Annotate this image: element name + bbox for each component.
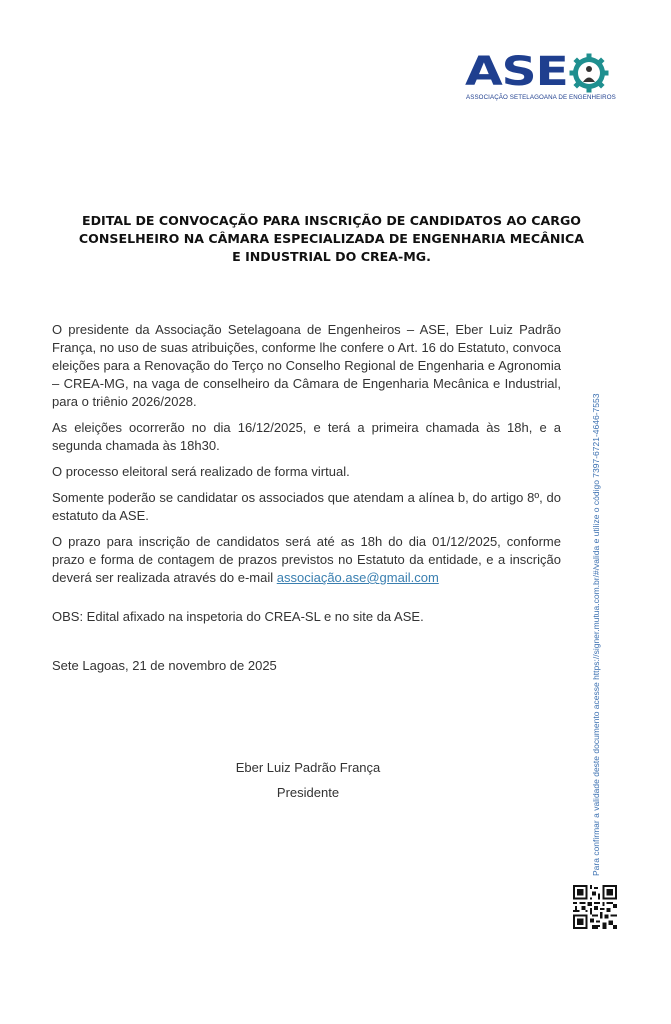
- logo-text: ASE: [465, 49, 568, 95]
- signature-name: Eber Luiz Padrão França: [235, 760, 381, 775]
- obs-note: OBS: Edital afixado na inspetoria do CREA-SL e no site da ASE.: [52, 609, 424, 624]
- deadline-text: O prazo para inscrição de candidatos será até as 18h do dia 01/12/2025, conforme prazo e forma de contagem de prazos previstos no Estatuto da entidade, e a inscrição deverá ser realizada através do e-mail: [52, 534, 561, 585]
- logo-subtitle: ASSOCIAÇÃO SETELAGOANA DE ENGENHEIROS: [466, 94, 616, 101]
- title-line: CONSELHEIRO NA CÂMARA ESPECIALIZADA DE ENGENHARIA MECÂNICA: [78, 231, 585, 246]
- paragraph-eligibility: Somente poderão se candidatar os associados que atendam a alínea b, do artigo 8º, do estatuto da ASE.: [52, 490, 561, 523]
- title-line: EDITAL DE CONVOCAÇÃO PARA INSCRIÇÃO DE CANDIDATOS AO CARGO: [81, 213, 582, 228]
- document-date: Sete Lagoas, 21 de novembro de 2025: [52, 658, 277, 673]
- gear-icon: [569, 53, 609, 93]
- signature-role: Presidente: [276, 785, 340, 800]
- paragraph-deadline: [52, 533, 561, 587]
- document-body: [52, 321, 561, 595]
- ase-logo: [462, 49, 616, 104]
- email-link[interactable]: associação.ase@gmail.com: [276, 570, 439, 585]
- paragraph-election-date: As eleições ocorrerão no dia 16/12/2025, e terá a primeira chamada às 18h, e a segunda chamada às 18h30.: [52, 420, 561, 453]
- paragraph-convocation: O presidente da Associação Setelagoana de Engenheiros – ASE, Eber Luiz Padrão França, no uso de suas atribuições, conforme lhe confere o Art. 16 do Estatuto, convoca eleições para a Renovação do Terço no Conselho Regional de Engenharia e Agronomia – CREA-MG, na vaga de conselheiro da Câmara de Engenharia Mecânica e Industrial, para o triênio 2026/2028.: [52, 322, 561, 409]
- validation-text: Para confirmar a validade deste documento acesse https://signer.mutua.com.br/#/valida e utilize o código 7397-6721-4646-7553: [591, 393, 601, 876]
- title-line: E INDUSTRIAL DO CREA-MG.: [232, 249, 431, 264]
- qr-code-icon: [573, 885, 617, 929]
- paragraph-virtual: O processo eleitoral será realizado de forma virtual.: [52, 464, 350, 479]
- document-title: [40, 212, 623, 266]
